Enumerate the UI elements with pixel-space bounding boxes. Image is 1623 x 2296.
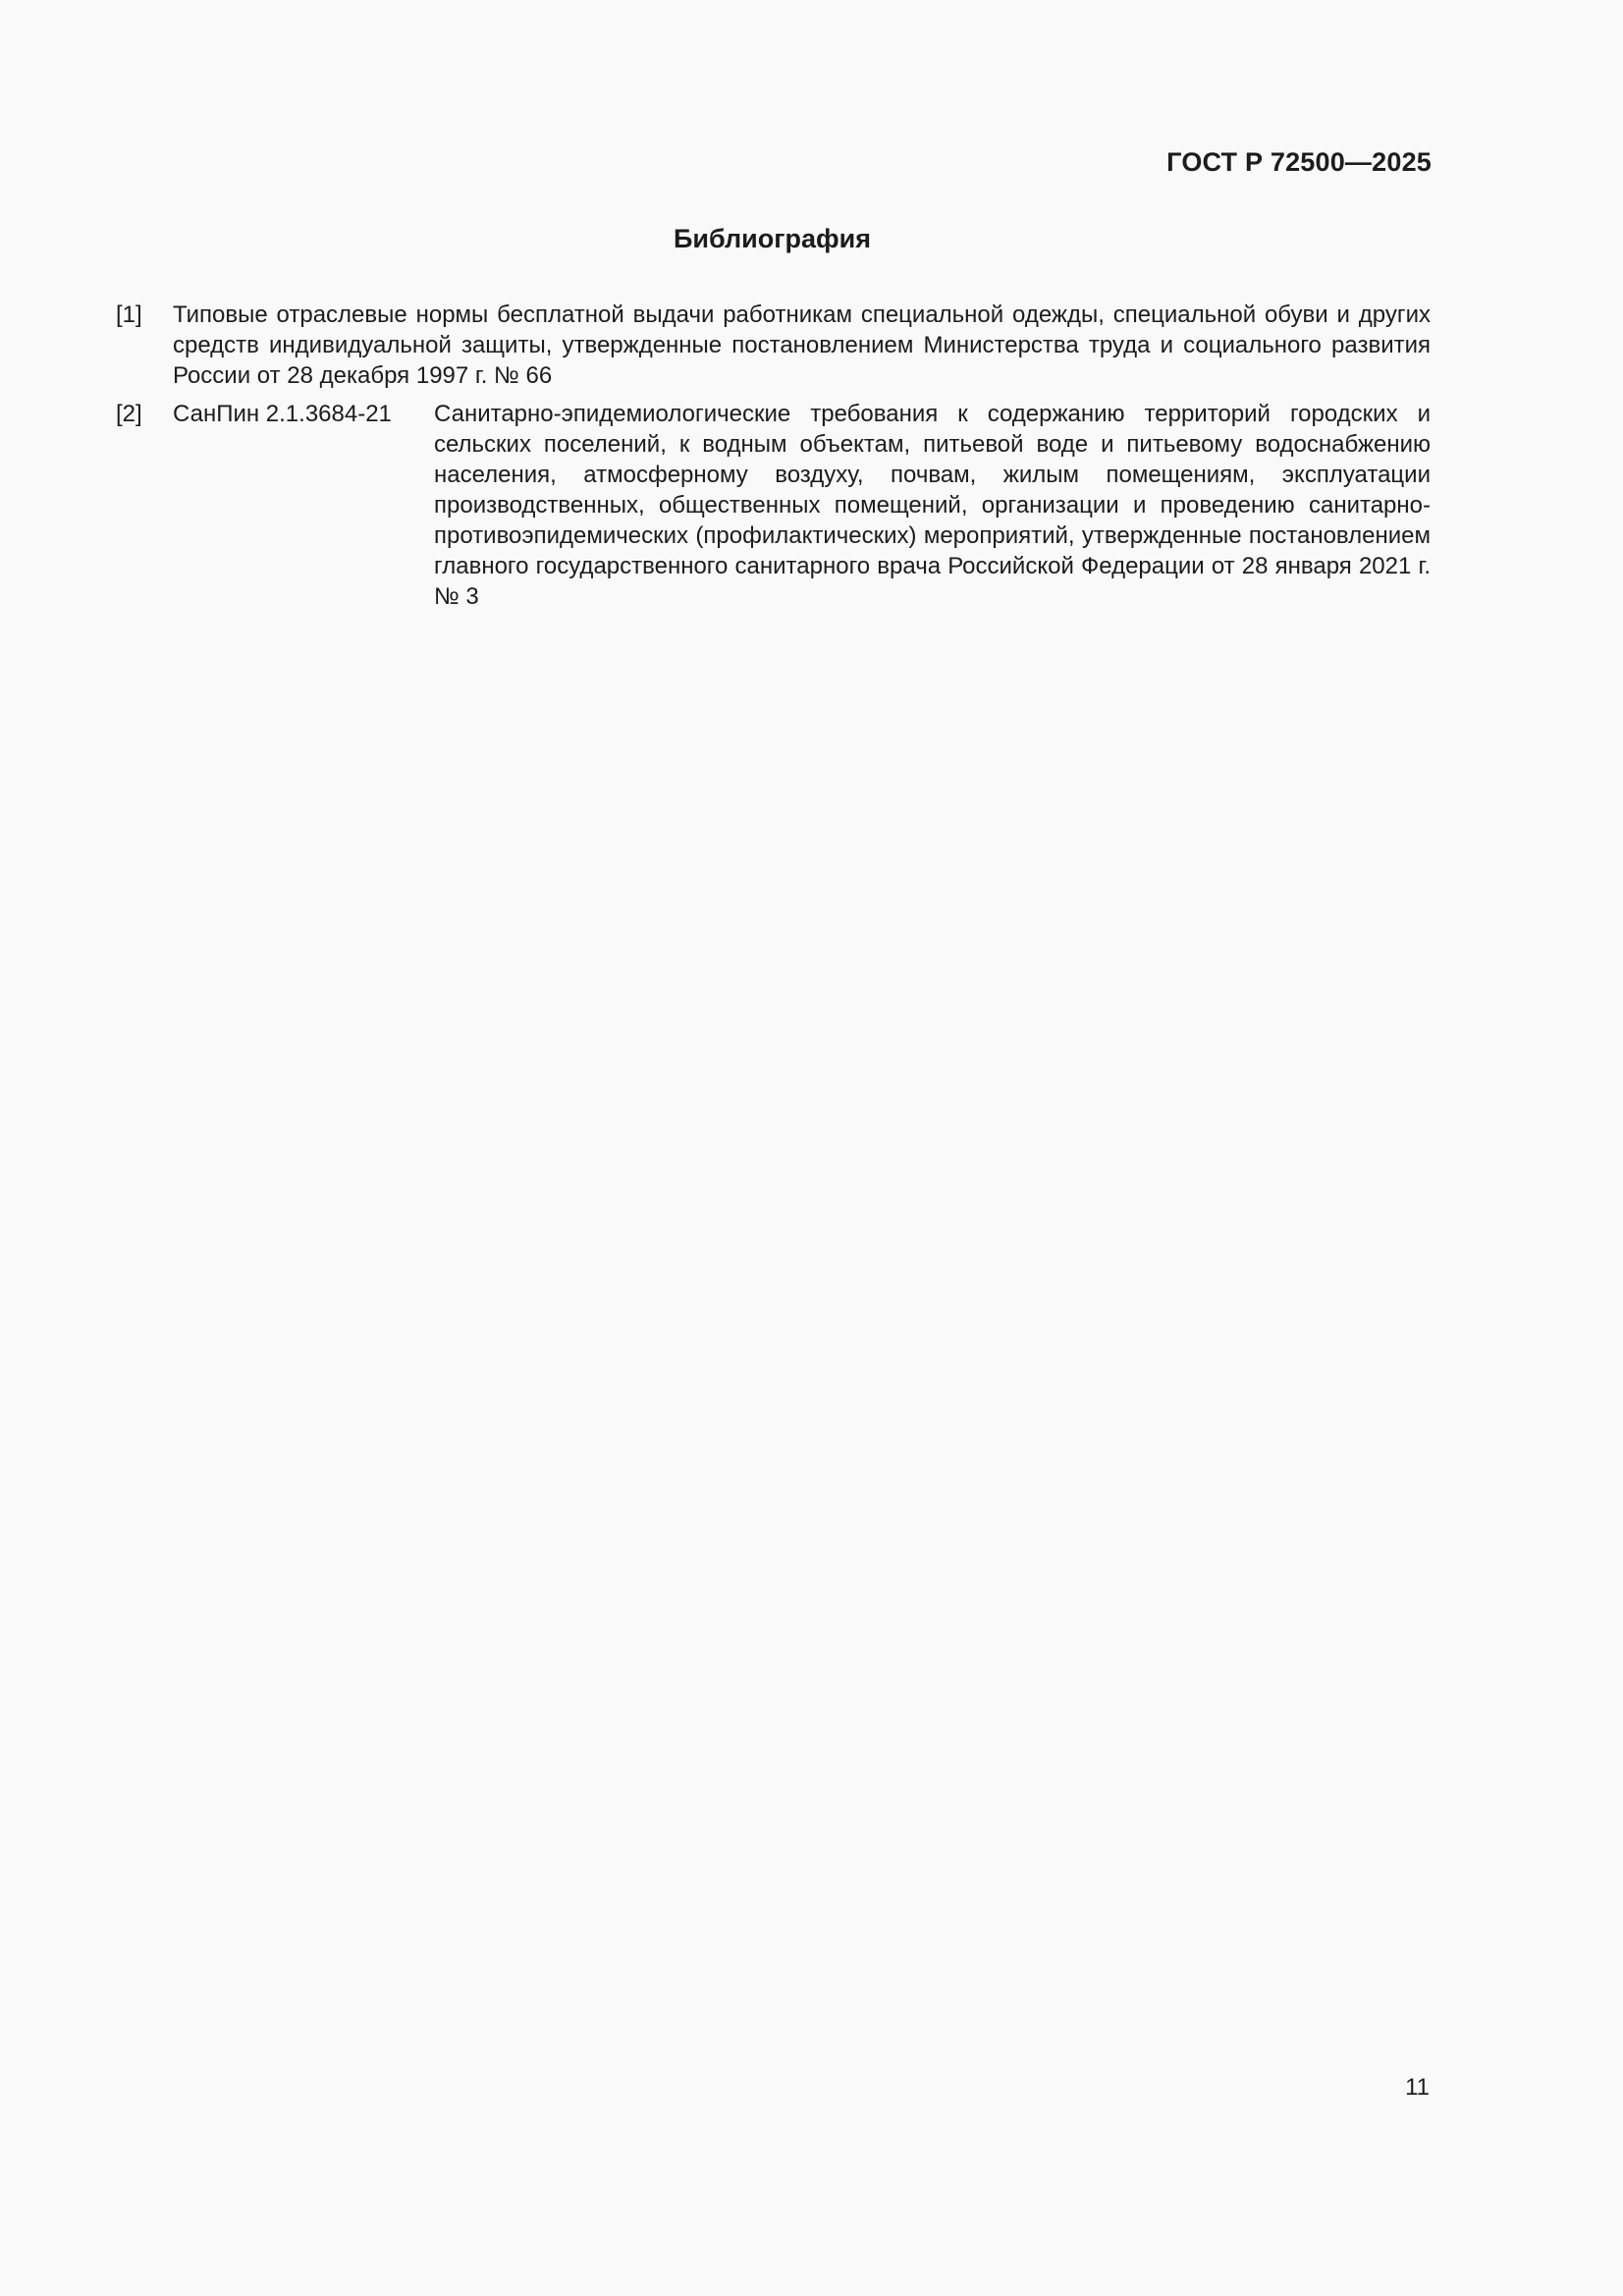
document-code: ГОСТ Р 72500—2025 — [1166, 147, 1432, 177]
entry-number: [1] — [116, 301, 142, 328]
bibliography-entry — [116, 300, 1431, 391]
entry-number: [2] — [116, 401, 142, 427]
bibliography-entry — [116, 399, 1431, 612]
page-number: 11 — [1405, 2074, 1430, 2101]
entry-text: Санитарно-эпидемиологические требования к содержанию территорий городских и сельских поселений, к водным объектам, питьевой воде и питьевому водоснабжению населения, атмосферному воздуху, почвам, жилым помещениям, эксплуатации производственных, общественных помещений, организации и проведению санитарно-противоэпидемических (профилактических) мероприятий, утвержденные постановлением главного государственного санитарного врача Российской Федерации от 28 января 2021 г. № 3 — [434, 401, 1431, 610]
bibliography-list — [116, 300, 1431, 620]
page-title: Библиография — [674, 224, 871, 253]
entry-code: СанПин 2.1.3684-21 — [173, 401, 392, 427]
entry-text: Типовые отраслевые нормы бесплатной выдачи работникам специальной одежды, специальной обуви и других средств индивидуальной защиты, утвержденные постановлением Министерства труда и социального развития России от 28 декабря 1997 г. № 66 — [173, 301, 1431, 389]
